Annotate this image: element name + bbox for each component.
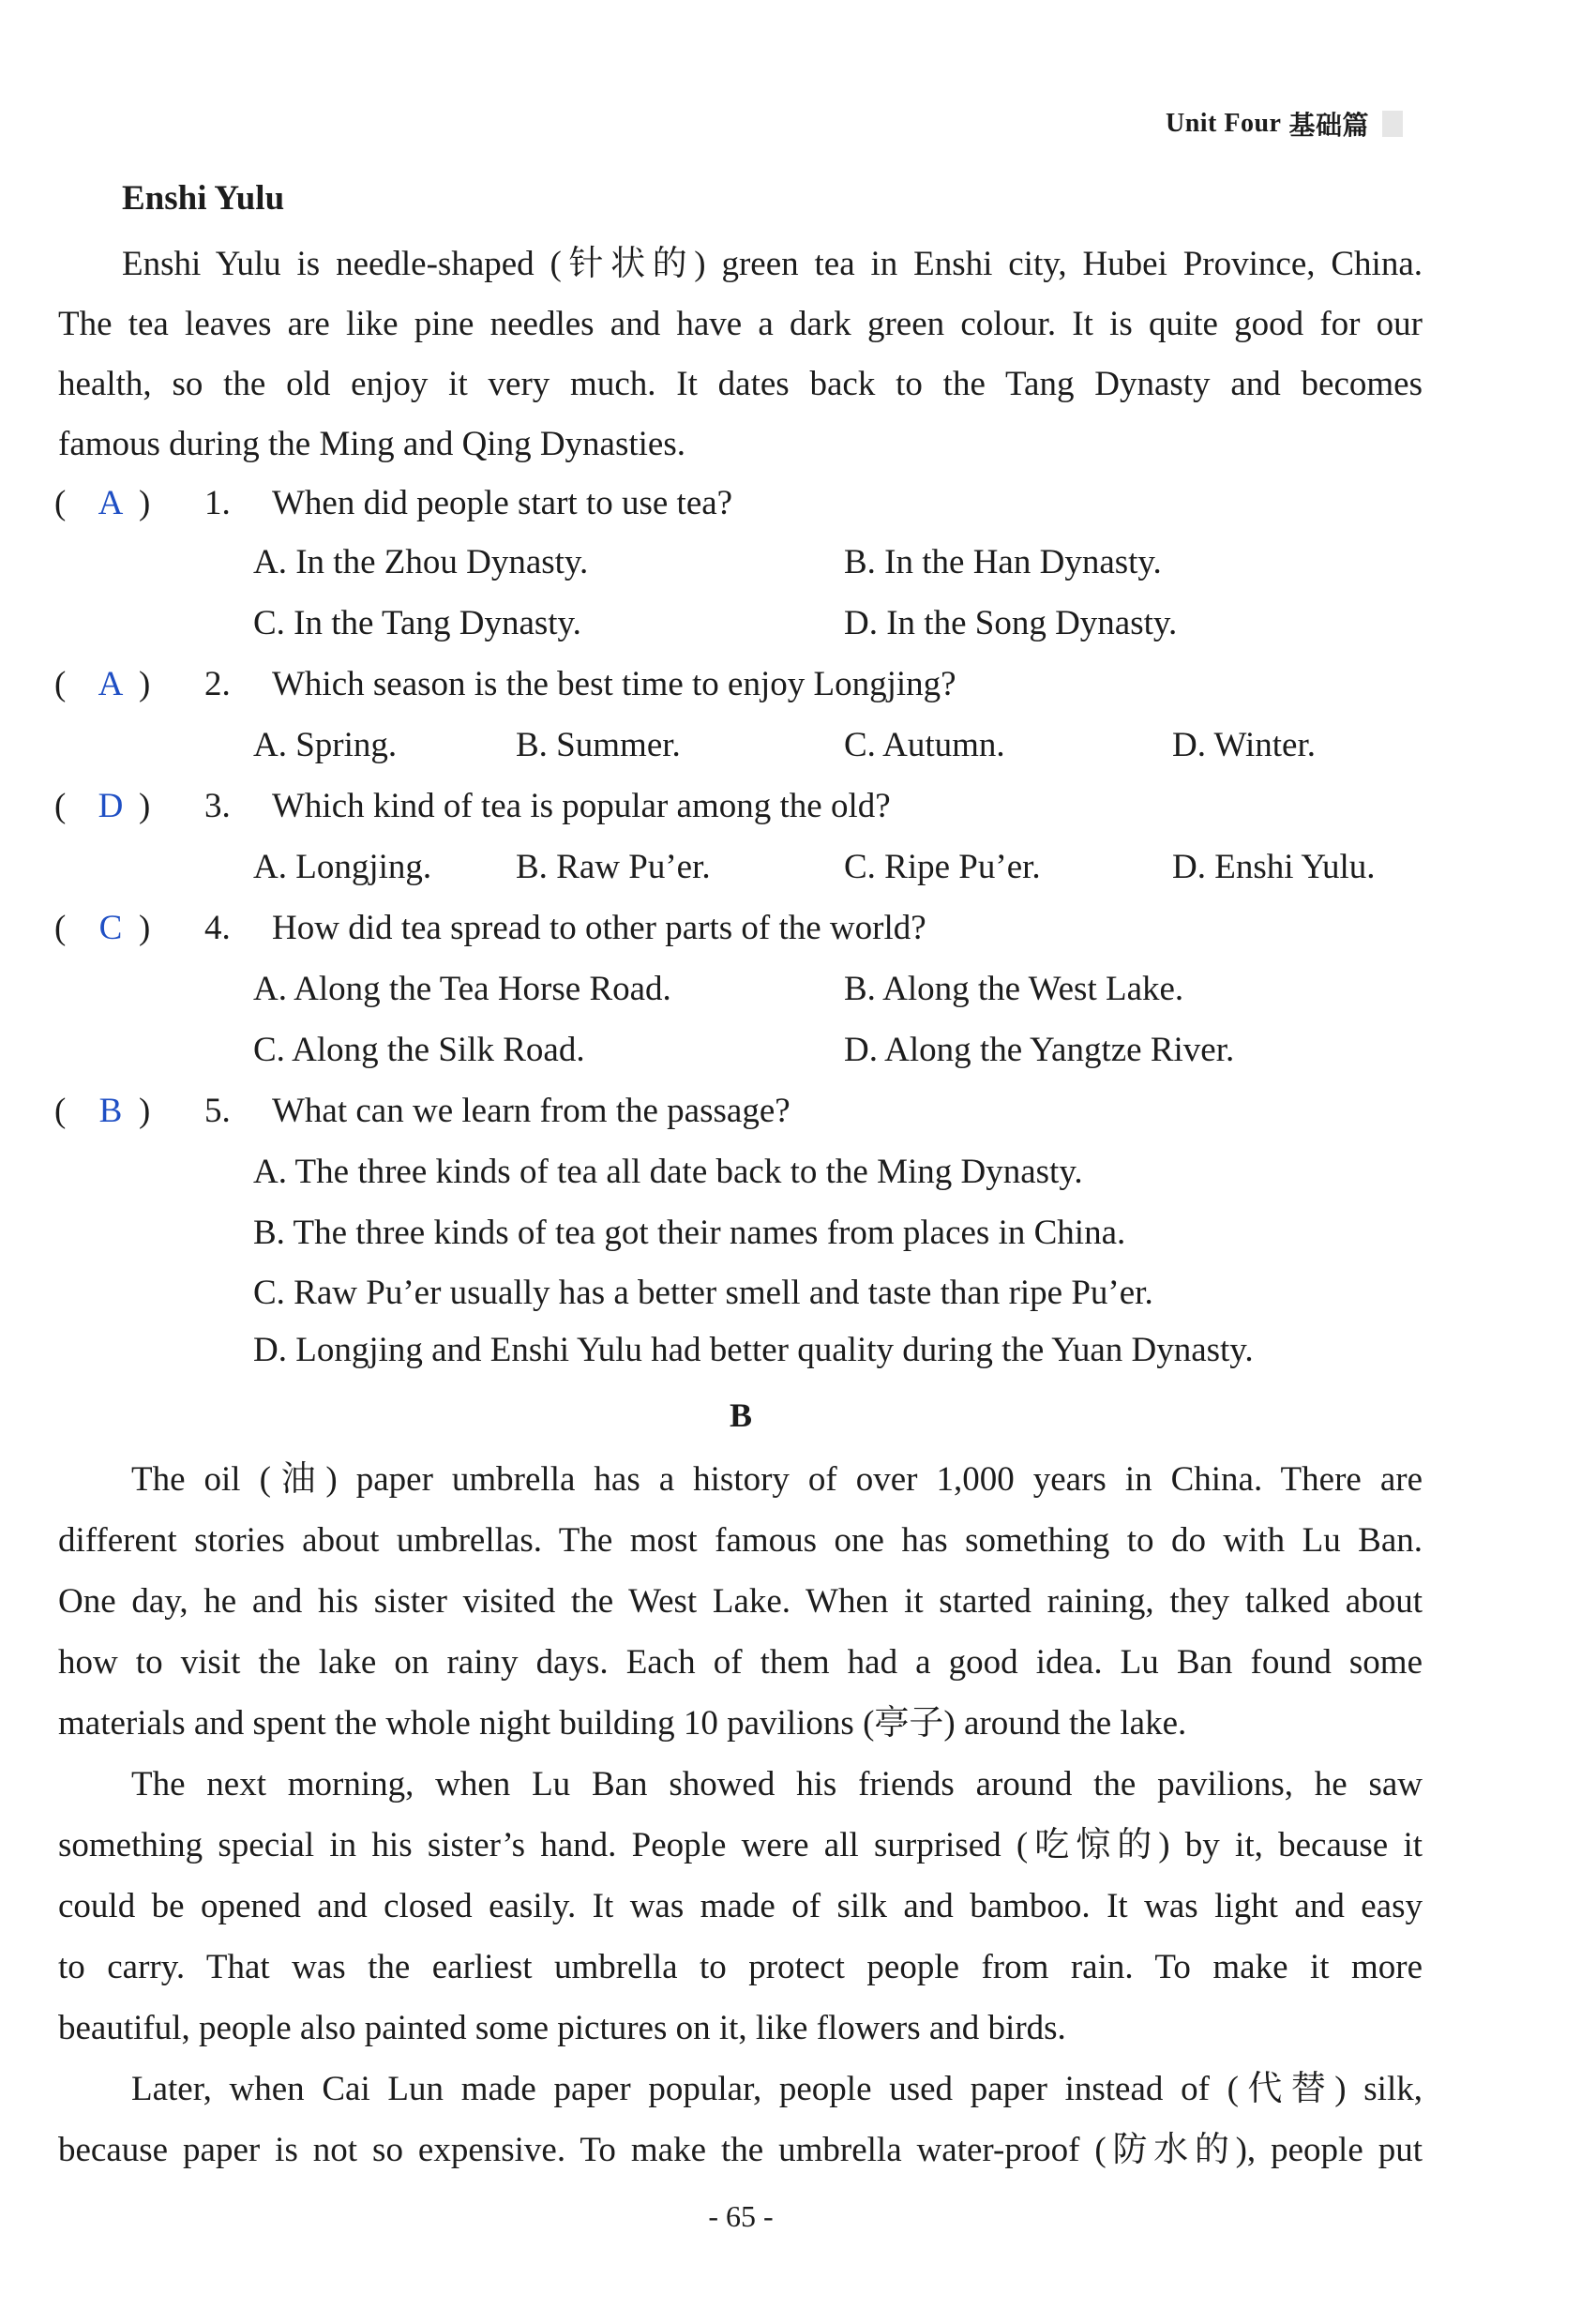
- option-3c: C. Ripe Pu’er.: [844, 848, 1041, 886]
- option-4c: C. Along the Silk Road.: [253, 1031, 585, 1069]
- bracket-open: (: [54, 665, 67, 703]
- passage-a-line: The tea leaves are like pine needles and have a dark green colour. It is quite good for our: [58, 305, 1423, 343]
- bracket-open: (: [54, 1092, 67, 1130]
- question-number: 4.: [204, 909, 231, 947]
- answer-4: C: [98, 909, 123, 947]
- answer-bracket: [54, 1091, 204, 1131]
- header-section: 基础篇: [1288, 112, 1369, 141]
- answer-3: D: [98, 787, 124, 825]
- bracket-open: (: [54, 909, 67, 947]
- header-unit: Unit Four: [1165, 109, 1282, 138]
- option-5d: D. Longjing and Enshi Yulu had better quality during the Yuan Dynasty.: [253, 1331, 1254, 1369]
- passage-b-paragraph-3: [58, 2059, 1423, 2181]
- option-4a: A. Along the Tea Horse Road.: [253, 970, 671, 1008]
- page-number: - 65 -: [708, 2199, 774, 2233]
- question-number: 3.: [204, 787, 231, 825]
- passage-b-line: beautiful, people also painted some pictures on it, like flowers and birds.: [58, 2009, 1066, 2047]
- option-4d: D. Along the Yangtze River.: [844, 1031, 1235, 1069]
- passage-title: Enshi Yulu: [122, 179, 285, 218]
- option-5a: A. The three kinds of tea all date back to the Ming Dynasty.: [253, 1153, 1083, 1191]
- passage-a-paragraph: [58, 234, 1423, 475]
- option-1c: C. In the Tang Dynasty.: [253, 604, 581, 642]
- option-5b: B. The three kinds of tea got their names from places in China.: [253, 1214, 1126, 1252]
- passage-b-line: One day, he and his sister visited the West Lake. When it started raining, they talked about: [58, 1582, 1423, 1621]
- answer-bracket: [54, 483, 204, 523]
- passage-b-line: because paper is not so expensive. To make the umbrella water-proof (防水的), people put: [58, 2131, 1423, 2169]
- question-text: What can we learn from the passage?: [272, 1092, 790, 1130]
- question-4: [54, 908, 926, 964]
- bracket-close: ): [139, 484, 151, 522]
- passage-b-line: how to visit the lake on rainy days. Each of them had a good idea. Lu Ban found some: [58, 1643, 1423, 1682]
- answer-1: A: [98, 484, 124, 522]
- passage-a-line: health, so the old enjoy it very much. It dates back to the Tang Dynasty and becomes: [58, 365, 1423, 403]
- question-1: [54, 483, 732, 539]
- passage-b-line: to carry. That was the earliest umbrella to protect people from rain. To make it more: [58, 1948, 1423, 1986]
- passage-b-line: different stories about umbrellas. The most famous one has something to do with Lu Ban.: [58, 1521, 1423, 1560]
- passage-b-line: could be opened and closed easily. It was made of silk and bamboo. It was light and easy: [58, 1887, 1423, 1925]
- question-2: [54, 664, 956, 720]
- passage-b-line: materials and spent the whole night building 10 pavilions (亭子) around the lake.: [58, 1704, 1187, 1743]
- section-heading-b: B: [729, 1396, 752, 1434]
- option-5c: C. Raw Pu’er usually has a better smell and taste than ripe Pu’er.: [253, 1274, 1153, 1312]
- answer-2: A: [98, 665, 124, 703]
- answer-bracket: [54, 908, 204, 948]
- option-3b: B. Raw Pu’er.: [516, 848, 711, 886]
- option-1a: A. In the Zhou Dynasty.: [253, 543, 589, 581]
- bracket-close: ): [139, 665, 151, 703]
- option-2d: D. Winter.: [1172, 726, 1317, 764]
- passage-b-line: The next morning, when Lu Ban showed his friends around the pavilions, he saw: [131, 1765, 1423, 1803]
- question-text: Which season is the best time to enjoy Longjing?: [272, 665, 956, 703]
- option-1d: D. In the Song Dynasty.: [844, 604, 1178, 642]
- question-number: 2.: [204, 665, 231, 703]
- header-tab-marker: [1382, 111, 1403, 137]
- answer-bracket: [54, 664, 204, 704]
- answer-5: B: [98, 1092, 123, 1130]
- question-text: When did people start to use tea?: [272, 484, 733, 522]
- option-2a: A. Spring.: [253, 726, 398, 764]
- option-2b: B. Summer.: [516, 726, 681, 764]
- question-text: Which kind of tea is popular among the old?: [272, 787, 891, 825]
- bracket-close: ): [139, 787, 151, 825]
- passage-b-line: something special in his sister’s hand. People were all surprised (吃惊的) by it, because it: [58, 1826, 1423, 1864]
- passage-b-line: Later, when Cai Lun made paper popular, people used paper instead of (代替) silk,: [131, 2070, 1423, 2108]
- option-1b: B. In the Han Dynasty.: [844, 543, 1162, 581]
- passage-a-line: Enshi Yulu is needle-shaped (针状的) green tea in Enshi city, Hubei Province, China.: [122, 245, 1423, 283]
- option-3d: D. Enshi Yulu.: [1172, 848, 1376, 886]
- option-3a: A. Longjing.: [253, 848, 432, 886]
- question-number: 5.: [204, 1092, 231, 1130]
- question-5: [54, 1091, 790, 1147]
- question-text: How did tea spread to other parts of the world?: [272, 909, 926, 947]
- bracket-open: (: [54, 484, 67, 522]
- bracket-open: (: [54, 787, 67, 825]
- question-number: 1.: [204, 484, 231, 522]
- passage-b-line: The oil (油) paper umbrella has a history of over 1,000 years in China. There are: [131, 1460, 1423, 1499]
- question-3: [54, 786, 891, 842]
- option-4b: B. Along the West Lake.: [844, 970, 1184, 1008]
- bracket-close: ): [139, 909, 151, 947]
- option-2c: C. Autumn.: [844, 726, 1005, 764]
- passage-b-paragraph-2: [58, 1754, 1423, 2059]
- passage-b-paragraph-1: [58, 1449, 1423, 1754]
- running-header: [1166, 105, 1403, 143]
- passage-a-line: famous during the Ming and Qing Dynasties.: [58, 425, 685, 463]
- bracket-close: ): [139, 1092, 151, 1130]
- answer-bracket: [54, 786, 204, 826]
